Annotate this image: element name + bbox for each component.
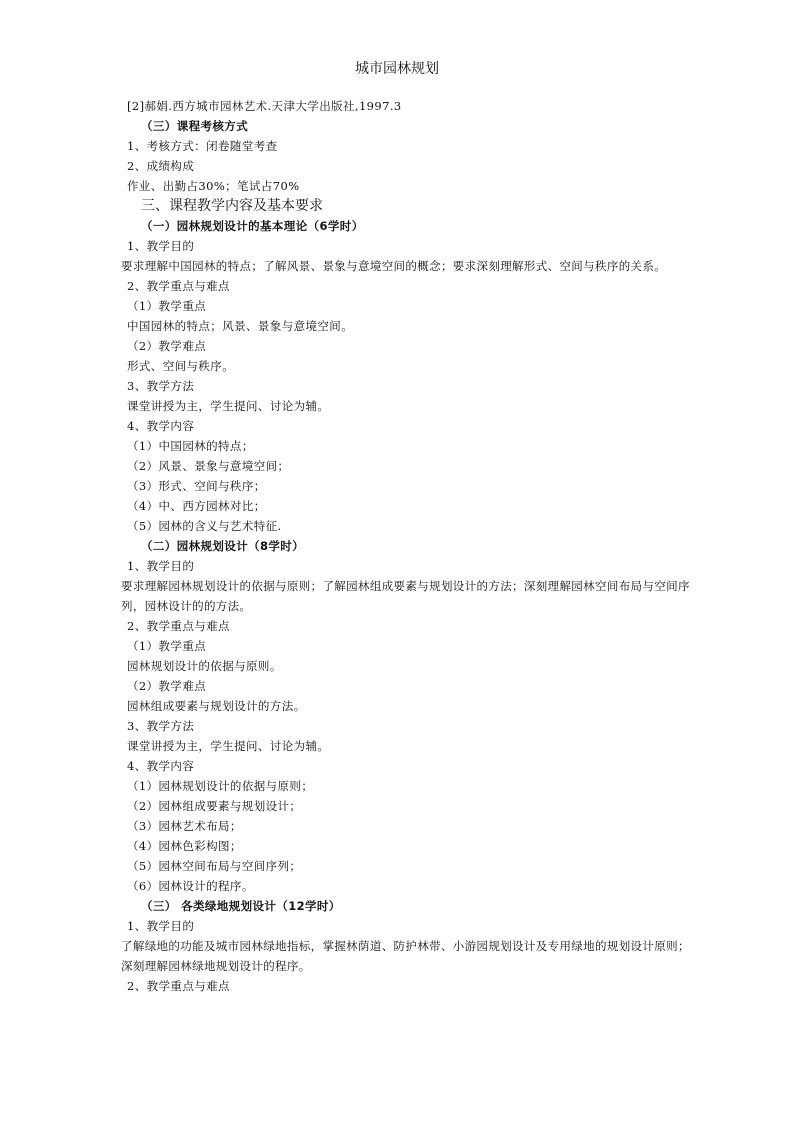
item-title: （2）教学难点 bbox=[127, 679, 207, 693]
item-text: 形式、空间与秩序。 bbox=[127, 359, 235, 373]
list-item: （3）园林艺术布局； bbox=[127, 819, 242, 833]
list-item: （4）园林色彩构图； bbox=[127, 839, 242, 853]
list-item: （5）园林的含义与艺术特征. bbox=[127, 519, 282, 533]
list-item: （1）中国园林的特点； bbox=[127, 439, 254, 453]
assessment-item: 2、成绩构成 bbox=[127, 159, 195, 173]
section-heading-planning: （二）园林规划设计（8学时） bbox=[141, 539, 305, 553]
item-text: 中国园林的特点；风景、景象与意境空间。 bbox=[127, 319, 354, 333]
paragraph: 了解绿地的功能及城市园林绿地指标，掌握林荫道、防护林带、小游园规划设计及专用绿地的规划设计原则；深刻理解园林绿地规划设计的程序。 bbox=[121, 939, 690, 973]
subsection-title: 3、教学方法 bbox=[127, 719, 195, 733]
item-text: 课堂讲授为主，学生提问、讨论为辅。 bbox=[127, 739, 330, 753]
subsection-title: 3、教学方法 bbox=[127, 379, 195, 393]
paragraph: 要求理解园林规划设计的依据与原则；了解园林组成要素与规划设计的方法；深刻理解园林空间布局与空间序列，园林设计的的方法。 bbox=[121, 579, 690, 613]
list-item: （1）园林规划设计的依据与原则； bbox=[127, 779, 314, 793]
subsection-title: 1、教学目的 bbox=[127, 559, 195, 573]
assessment-item: 作业、出勤占30%；笔试占70% bbox=[127, 179, 300, 193]
item-text: 园林规划设计的依据与原则。 bbox=[127, 659, 282, 673]
running-header: 城市园林规划 bbox=[355, 61, 439, 77]
list-item: （6）园林设计的程序。 bbox=[127, 879, 254, 893]
paragraph: 要求理解中国园林的特点；了解风景、景象与意境空间的概念；要求深刻理解形式、空间与秩序的关系。 bbox=[121, 259, 667, 273]
document-body bbox=[121, 96, 697, 996]
reference-item: [2]郝娟.西方城市园林艺术.天津大学出版社,1997.3 bbox=[127, 99, 402, 113]
item-title: （2）教学难点 bbox=[127, 339, 207, 353]
item-text: 园林组成要素与规划设计的方法。 bbox=[127, 699, 306, 713]
subsection-title: 1、教学目的 bbox=[127, 239, 195, 253]
assessment-item: 1、考核方式：闭卷随堂考查 bbox=[127, 139, 278, 153]
subsection-title: 2、教学重点与难点 bbox=[127, 279, 230, 293]
subsection-title: 4、教学内容 bbox=[127, 419, 195, 433]
subsection-title: 4、教学内容 bbox=[127, 759, 195, 773]
item-title: （1）教学重点 bbox=[127, 639, 207, 653]
item-title: （1）教学重点 bbox=[127, 299, 207, 313]
list-item: （4）中、西方园林对比； bbox=[127, 499, 266, 513]
section-heading-assessment: （三）课程考核方式 bbox=[141, 119, 249, 133]
list-item: （3）形式、空间与秩序； bbox=[127, 479, 266, 493]
section-heading-theory: （一）园林规划设计的基本理论（6学时） bbox=[141, 219, 364, 233]
subsection-title: 2、教学重点与难点 bbox=[127, 619, 230, 633]
subsection-title: 1、教学目的 bbox=[127, 919, 195, 933]
chapter-heading: 三、课程教学内容及基本要求 bbox=[141, 198, 323, 214]
list-item: （2）风景、景象与意境空间； bbox=[127, 459, 290, 473]
list-item: （5）园林空间布局与空间序列； bbox=[127, 859, 302, 873]
item-text: 课堂讲授为主，学生提问、讨论为辅。 bbox=[127, 399, 330, 413]
list-item: （2）园林组成要素与规划设计； bbox=[127, 799, 302, 813]
section-heading-greenspace: （三） 各类绿地规划设计（12学时） bbox=[141, 899, 341, 913]
subsection-title: 2、教学重点与难点 bbox=[127, 979, 230, 993]
